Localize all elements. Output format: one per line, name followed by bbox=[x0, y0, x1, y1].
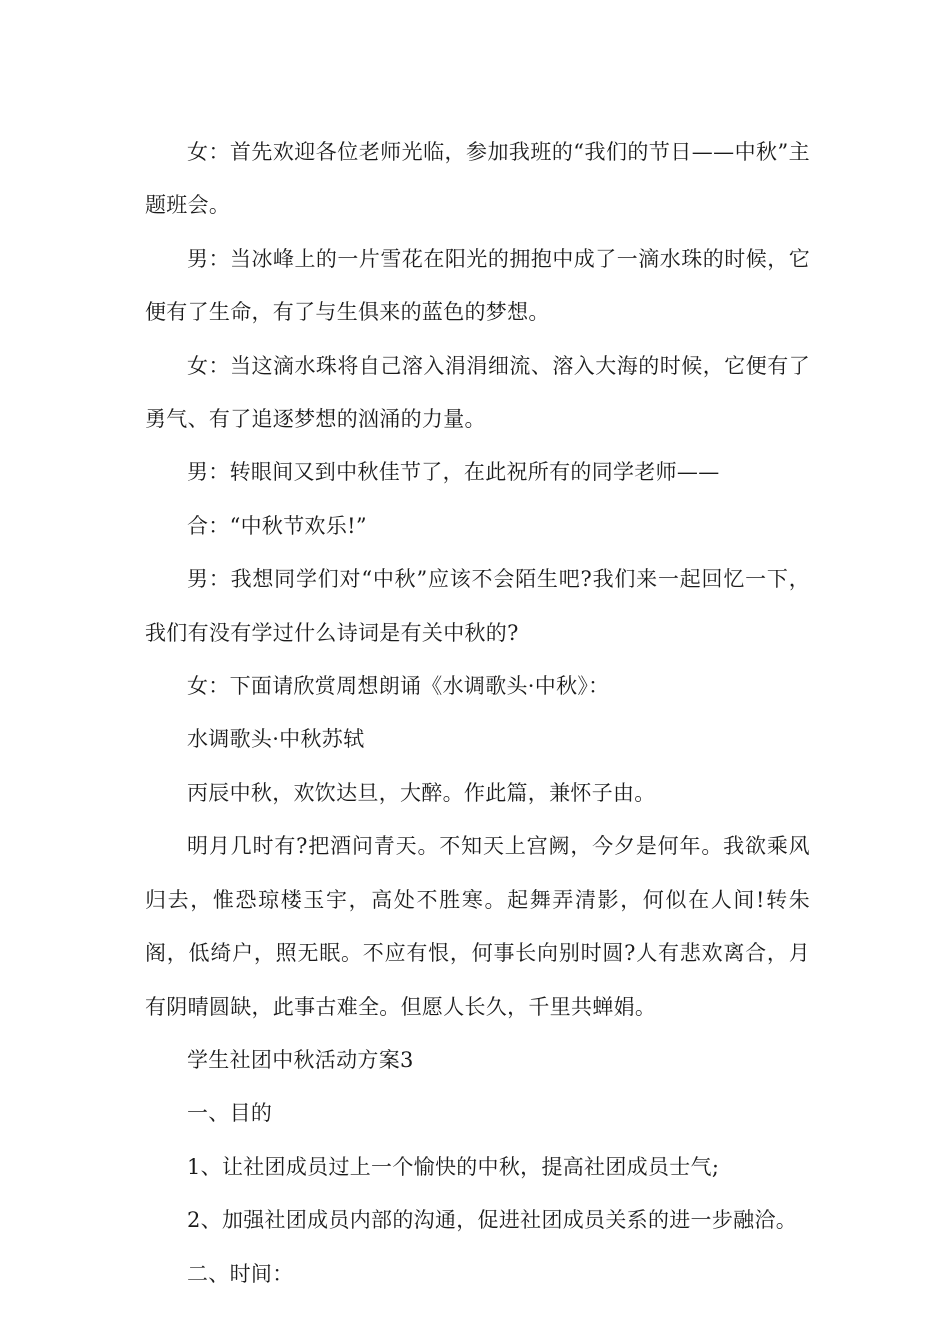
paragraph-chorus: 合：“中秋节欢乐!” bbox=[187, 513, 367, 538]
paragraph-festival-greeting: 男：转眼间又到中秋佳节了，在此祝所有的同学老师—— bbox=[187, 460, 720, 485]
heading-time: 二、时间： bbox=[187, 1261, 294, 1286]
poem-preface: 丙辰中秋，欢饮达旦，大醉。作此篇，兼怀子由。 bbox=[187, 780, 656, 805]
poem-title: 水调歌头·中秋苏轼 bbox=[187, 727, 365, 752]
purpose-item-2: 2、加强社团成员内部的沟通，促进社团成员关系的进一步融洽。 bbox=[187, 1208, 798, 1233]
purpose-item-1: 1、让社团成员过上一个愉快的中秋，提高社团成员士气; bbox=[187, 1154, 720, 1179]
paragraph-water-drop: 女：当这滴水珠将自己溶入涓涓细流、溶入大海的时候，它便有了勇气、有了追逐梦想的汹涌的力量。 bbox=[145, 353, 810, 432]
paragraph-opening-welcome: 女：首先欢迎各位老师光临，参加我班的“我们的节日——中秋”主题班会。 bbox=[145, 140, 810, 218]
poem-body: 明月几时有?把酒问青天。不知天上宫阙，今夕是何年。我欲乘风归去，惟恐琼楼玉宇，高处不胜寒。起舞弄清影，何似在人间!转朱阁，低绮户，照无眠。不应有恨，何事长向别时圆?人有悲欢离合，月有阴晴圆缺，此事古难全。但愿人长久，千里共蝉娟。 bbox=[145, 834, 810, 1019]
section-title-plan-3: 学生社团中秋活动方案3 bbox=[187, 1047, 414, 1072]
paragraph-recital-intro: 女：下面请欣赏周想朗诵《水调歌头·中秋》： bbox=[187, 674, 610, 699]
paragraph-snowflake: 男：当冰峰上的一片雪花在阳光的拥抱中成了一滴水珠的时候，它便有了生命，有了与生俱来的蓝色的梦想。 bbox=[145, 246, 810, 325]
document-body bbox=[145, 126, 810, 1301]
heading-purpose: 一、目的 bbox=[187, 1101, 273, 1126]
paragraph-poem-question: 男：我想同学们对“中秋”应该不会陌生吧?我们来一起回忆一下，我们有没有学过什么诗词是有关中秋的? bbox=[145, 567, 810, 645]
